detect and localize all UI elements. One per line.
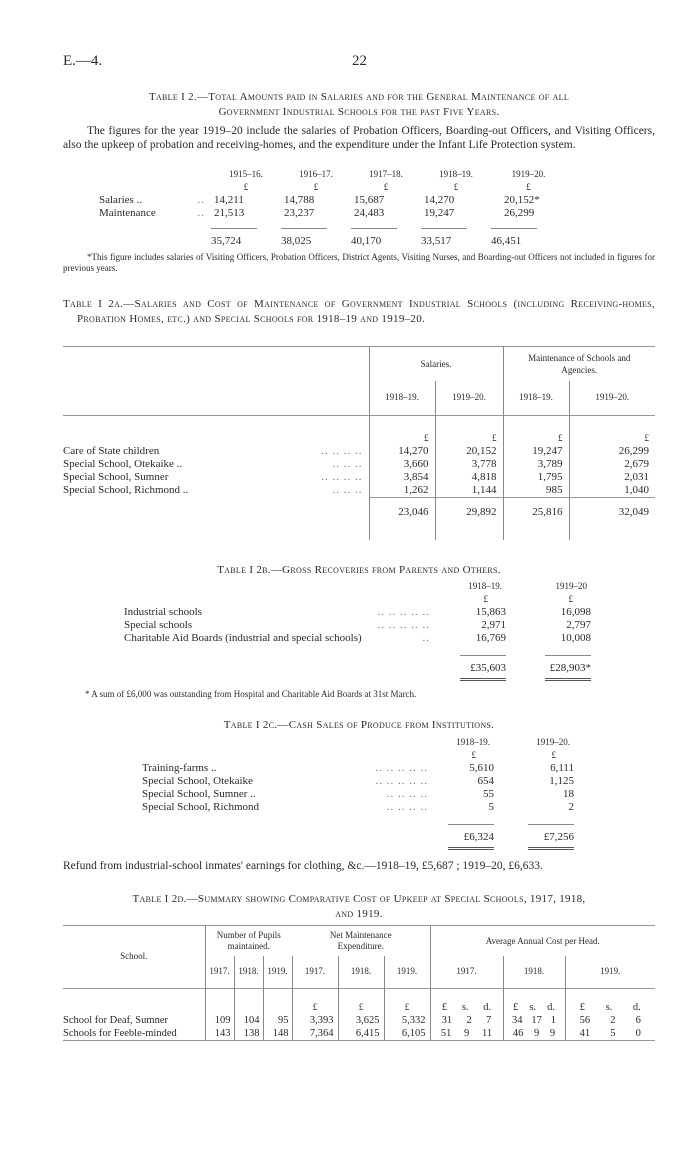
spacer-row (63, 528, 655, 540)
value-cell: 2 (568, 801, 574, 813)
value-cell: 3,854 (369, 471, 435, 484)
row-label-cell (99, 207, 211, 220)
table-12c-section (63, 736, 663, 872)
pupils-year-header: 1918. (234, 956, 263, 988)
row-label-cell (63, 471, 369, 484)
spacer (369, 528, 435, 540)
average-year-header: 1918. (503, 956, 565, 988)
total-value: 46,451 (491, 228, 537, 248)
row-label: Special School, Sumner .. (142, 788, 256, 800)
lsd-value: 11 (482, 1028, 493, 1039)
table-row (63, 1027, 655, 1041)
currency-row (142, 749, 574, 762)
value-cell: 21,513 (214, 207, 245, 219)
row-label: School for Deaf, Sumner (63, 1015, 168, 1026)
row-label: Special School, Otekaike (142, 775, 253, 787)
table-12-title-line2: Government Industrial Schools for the past Five Years. (218, 106, 500, 118)
year-header: 1918–19. (439, 169, 473, 179)
table-12-section (63, 168, 655, 274)
leader-dots: .. .. .. .. .. (377, 619, 430, 631)
table-12a-title: Table I 2a.—Salaries and Cost of Maintenance of Government Industrial Schools (including Receiving-homes, Probation Homes, etc.) and Special Schools for 1918–19 and 1919–20. (63, 298, 655, 325)
year-header: 1917–18. (369, 169, 403, 179)
leader-dots: .. .. .. .. (386, 788, 428, 800)
value-cell: 3,660 (369, 458, 435, 471)
value-cell: 15,863 (475, 606, 506, 618)
currency-symbol: £ (313, 182, 319, 192)
row-label: Special School, Otekaike .. (63, 458, 183, 470)
value-cell: 6,111 (550, 762, 574, 774)
spacer (99, 168, 211, 181)
value-cell: 16,769 (475, 632, 506, 644)
value-cell: 2,031 (569, 471, 655, 484)
currency-symbol: £ (384, 988, 430, 1014)
year-header: 1918–19. (503, 381, 569, 415)
total-cell (434, 814, 494, 850)
table-row (63, 484, 655, 498)
value-cell: 16,098 (560, 606, 591, 618)
table-row (99, 194, 566, 207)
leader-dots: .. .. .. .. .. (377, 606, 430, 618)
value-cell: 2,679 (569, 458, 655, 471)
currency-symbol: £ (568, 594, 573, 604)
row-label: Salaries .. (99, 194, 143, 206)
row-label: Special School, Richmond .. (63, 484, 189, 497)
table-12d-title-line1: Table I 2d.—Summary showing Comparative Cost of Upkeep at Special Schools, 1917, 1918, (132, 893, 586, 905)
lsd-header (430, 988, 503, 1014)
average-cost-value (503, 1014, 565, 1027)
row-label-wrap (124, 619, 436, 632)
spacer (142, 749, 434, 762)
net-year-header: 1919. (384, 956, 430, 988)
average-year-header: 1919. (565, 956, 655, 988)
row-label-wrap (63, 445, 369, 458)
lsd-value: 41 (579, 1028, 591, 1039)
year-header: 1918–19. (468, 581, 502, 591)
value-cell: 4,818 (435, 471, 503, 484)
lsd-value: 31 (441, 1015, 453, 1026)
row-label-cell (124, 632, 436, 645)
lsd-group (504, 1014, 565, 1027)
value-cell: 10,008 (560, 632, 591, 644)
table-row (63, 458, 655, 471)
spacer (99, 181, 211, 194)
total-cell: 32,049 (569, 498, 655, 528)
total-value: 38,025 (281, 228, 327, 248)
lsd-value: 2 (466, 1015, 472, 1026)
table-12a (63, 346, 655, 540)
table-row (142, 775, 574, 788)
table-row (63, 1014, 655, 1027)
table-12d (63, 925, 655, 1041)
currency-symbol: £ (453, 182, 459, 192)
value-cell: 19,247 (424, 207, 455, 219)
lsd-value: 9 (549, 1028, 556, 1039)
spacer (124, 645, 436, 681)
row-label-wrap (63, 484, 369, 497)
net-year-header: 1917. (292, 956, 338, 988)
lsd-group (431, 1027, 503, 1040)
lsd-value: 1 (550, 1015, 557, 1026)
currency-row (99, 181, 566, 194)
maintenance-group-header: Maintenance of Schools and Agencies. (503, 347, 655, 382)
currency-row (124, 593, 591, 606)
currency-symbol: £ (435, 415, 503, 445)
net-expenditure-value: 6,415 (338, 1027, 384, 1041)
table-12a-stub-header (63, 347, 369, 416)
total-value: £28,903* (545, 655, 591, 675)
lsd-value: d. (632, 1002, 641, 1013)
value-cell: 1,795 (503, 471, 569, 484)
lsd-value: 6 (635, 1015, 641, 1026)
total-value: £6,324 (448, 824, 494, 844)
table-row (124, 606, 591, 619)
value-cell: 2,971 (481, 619, 506, 631)
table-12 (99, 168, 566, 248)
lsd-value: £ (579, 1002, 586, 1013)
row-label-cell (63, 458, 369, 471)
value-cell: 20,152 (435, 445, 503, 458)
currency-row (63, 988, 655, 1014)
value-cell: 55 (483, 788, 494, 800)
lsd-header (503, 988, 565, 1014)
row-label-cell (63, 484, 369, 498)
average-cost-group-header: Average Annual Cost per Head. (430, 926, 655, 957)
pupils-year-header: 1917. (205, 956, 234, 988)
value-cell: 654 (477, 775, 494, 787)
currency-symbol: £ (569, 415, 655, 445)
table-12-footnote: *This figure includes salaries of Visiting Officers, Probation Officers, District Agents, Visiting Nurses, and Boarding-out Officers not included in figures for previous years. (63, 252, 655, 273)
row-label-cell (124, 606, 436, 619)
row-label: Schools for Feeble-minded (63, 1028, 177, 1039)
value-cell: 14,211 (214, 194, 244, 206)
leader-dots: .. .. .. (332, 484, 363, 497)
row-label-cell (142, 801, 434, 814)
row-label-cell (142, 788, 434, 801)
table-12c-title: Table I 2c.—Cash Sales of Produce from Institutions. (223, 719, 495, 731)
leader-dots: .. (422, 632, 430, 644)
row-label: Maintenance (99, 207, 156, 219)
table-row (142, 801, 574, 814)
lsd-value: d. (547, 1002, 555, 1013)
lsd-value: 0 (635, 1028, 641, 1039)
spacer (435, 528, 503, 540)
value-cell: 1,144 (435, 484, 503, 498)
pupils-value: 109 (205, 1014, 234, 1027)
average-year-header: 1917. (430, 956, 503, 988)
value-cell: 2,797 (566, 619, 591, 631)
lsd-group (566, 1001, 656, 1014)
table-12d-title (63, 892, 655, 922)
spacer (234, 988, 263, 1014)
table-12b-section (63, 580, 655, 699)
year-header: 1918–19. (456, 737, 490, 747)
double-rule (528, 824, 574, 850)
year-header: 1918–19. (369, 381, 435, 415)
leader-dots: .. .. .. .. .. (375, 775, 428, 787)
year-header: 1919–20. (435, 381, 503, 415)
total-cell (494, 814, 574, 850)
lsd-value: 56 (579, 1015, 591, 1026)
row-label: Special School, Richmond (142, 801, 260, 813)
currency-symbol: £ (383, 182, 389, 192)
row-label-wrap (142, 801, 434, 814)
total-cell (491, 220, 566, 248)
row-label-cell (142, 762, 434, 775)
currency-symbol: £ (526, 182, 531, 192)
leader-dots: .. .. .. .. (321, 471, 363, 483)
currency-symbol: £ (369, 415, 435, 445)
value-cell: 14,270 (369, 445, 435, 458)
spacer (63, 415, 369, 445)
total-value: £35,603 (460, 655, 506, 675)
value-cell: 3,778 (435, 458, 503, 471)
total-cell: 23,046 (369, 498, 435, 528)
spacer (205, 988, 234, 1014)
average-cost-value (565, 1014, 655, 1027)
total-value: £7,256 (528, 824, 574, 844)
table-12-title (63, 90, 655, 120)
currency-symbol: £ (551, 750, 556, 760)
lsd-value: d. (483, 1002, 492, 1013)
value-cell: 18 (563, 788, 574, 800)
value-cell: 26,299 (569, 445, 655, 458)
totals-row (124, 645, 591, 681)
leader-dots: .. .. .. .. .. (375, 762, 428, 774)
pupils-value: 143 (205, 1027, 234, 1041)
lsd-group (504, 1027, 565, 1040)
value-cell: 1,125 (549, 775, 574, 787)
leader-dots: .. (197, 194, 205, 206)
row-label: Training-farms .. (142, 762, 217, 774)
total-cell (506, 645, 591, 681)
value-cell: 26,299 (504, 207, 535, 219)
leader-dots: .. .. .. .. (386, 801, 428, 813)
spacer (99, 220, 211, 248)
value-cell: 23,237 (284, 207, 315, 219)
row-label-wrap (124, 632, 436, 645)
row-label-wrap (142, 788, 434, 801)
row-label: Care of State children (63, 445, 160, 457)
row-label-wrap (142, 762, 434, 775)
total-cell (211, 220, 281, 248)
value-cell: 985 (503, 484, 569, 498)
total-cell (436, 645, 506, 681)
double-rule (460, 655, 506, 681)
row-label-wrap (63, 471, 369, 484)
currency-symbol: £ (338, 988, 384, 1014)
totals-row (63, 498, 655, 528)
pupils-year-header: 1919. (263, 956, 292, 988)
page-number: 22 (352, 53, 367, 69)
currency-symbol: £ (243, 182, 249, 192)
net-expenditure-group-header: Net Maintenance Expenditure. (329, 930, 392, 951)
row-label-wrap (99, 194, 211, 207)
row-label-wrap (63, 458, 369, 471)
lsd-value: s. (529, 1002, 537, 1013)
spacer (569, 528, 655, 540)
net-expenditure-value: 6,105 (384, 1027, 430, 1041)
value-cell: 14,788 (284, 194, 315, 206)
currency-symbol: £ (471, 750, 476, 760)
value-cell: 1,262 (369, 484, 435, 498)
average-cost-value (430, 1027, 503, 1041)
lsd-header (565, 988, 655, 1014)
spacer (63, 528, 369, 540)
spacer (124, 580, 436, 593)
document-reference: E.—4. (63, 53, 103, 69)
year-header-row (142, 736, 574, 749)
lsd-value: s. (605, 1002, 613, 1013)
totals-row (99, 220, 566, 248)
row-label: Special schools (124, 619, 193, 631)
year-header-row (124, 580, 591, 593)
lsd-group (504, 1001, 565, 1014)
total-value: 33,517 (421, 228, 467, 248)
table-row (99, 207, 566, 220)
currency-symbol: £ (503, 415, 569, 445)
lsd-value: 7 (486, 1015, 492, 1026)
net-expenditure-value: 3,625 (338, 1014, 384, 1027)
lsd-value: 5 (610, 1028, 616, 1039)
pupils-value: 148 (263, 1027, 292, 1041)
value-cell: 20,152* (504, 194, 540, 206)
year-header-row (99, 168, 566, 181)
lsd-value: s. (461, 1002, 469, 1013)
lsd-value: 17 (531, 1015, 542, 1026)
currency-row (63, 415, 655, 445)
double-rule (545, 655, 591, 681)
total-cell (351, 220, 421, 248)
table-12-intro: The figures for the year 1919–20 include the salaries of Probation Officers, Boarding-out Officers, and Visiting Officers, also the upkeep of probation and receiving-homes, and the expenditure under the Infant Life Protection system. (63, 125, 655, 151)
lsd-value: 34 (511, 1015, 523, 1026)
table-row (142, 762, 574, 775)
pupils-group-header: Number of Pupils maintained. (205, 926, 292, 957)
net-year-header: 1918. (338, 956, 384, 988)
table-12c (142, 736, 574, 850)
row-label: Charitable Aid Boards (industrial and special schools) (124, 632, 362, 644)
year-header: 1919–20. (511, 169, 546, 179)
year-header: 1916–17. (299, 169, 333, 179)
spacer (124, 593, 436, 606)
spacer (63, 988, 205, 1014)
year-header: 1919–20 (555, 581, 587, 591)
value-cell: 24,483 (354, 207, 385, 219)
total-value: 40,170 (351, 228, 397, 248)
total-cell (281, 220, 351, 248)
row-label-wrap (99, 207, 211, 220)
value-cell: 19,247 (503, 445, 569, 458)
lsd-value: £ (441, 1002, 448, 1013)
currency-symbol: £ (483, 594, 488, 604)
value-cell: 5 (488, 801, 494, 813)
lsd-group (566, 1014, 656, 1027)
spacer (142, 814, 434, 850)
school-column-header: School. (120, 951, 148, 962)
table-row (124, 619, 591, 632)
table-12b-title: Table I 2b.—Gross Recoveries from Parents and Others. (217, 564, 501, 576)
lsd-value: 46 (512, 1028, 524, 1039)
value-cell: 14,270 (424, 194, 455, 206)
value-cell: 5,610 (469, 762, 494, 774)
total-cell: 29,892 (435, 498, 503, 528)
pupils-value: 138 (234, 1027, 263, 1041)
table-12-title-line1: Table I 2.—Total Amounts paid in Salaries and for the General Maintenance of all (148, 91, 570, 103)
leader-dots: .. .. .. .. (321, 445, 363, 457)
lsd-group (566, 1027, 656, 1040)
totals-row (142, 814, 574, 850)
row-label-cell (63, 445, 369, 458)
net-expenditure-value: 5,332 (384, 1014, 430, 1027)
value-cell: 1,040 (569, 484, 655, 498)
pupils-value: 95 (263, 1014, 292, 1027)
pupils-value: 104 (234, 1014, 263, 1027)
table-12d-title-line2: and 1919. (335, 908, 383, 920)
lsd-value: 9 (464, 1028, 470, 1039)
lsd-value: 51 (440, 1028, 452, 1039)
total-value: 35,724 (211, 228, 257, 248)
lsd-value: 9 (533, 1028, 540, 1039)
leader-dots: .. (197, 207, 205, 219)
table-row (142, 788, 574, 801)
salaries-group-header: Salaries. (369, 347, 503, 382)
double-rule (448, 824, 494, 850)
row-label-wrap (124, 606, 436, 619)
year-header: 1919–20. (569, 381, 655, 415)
table-row (63, 445, 655, 458)
table-row (63, 471, 655, 484)
lsd-group (431, 1014, 503, 1027)
refund-note: Refund from industrial-school inmates' earnings for clothing, &c.—1918–19, £5,687 ; 1919–20, £6,633. (63, 860, 543, 872)
total-cell (421, 220, 491, 248)
spacer (263, 988, 292, 1014)
leader-dots: .. .. .. (332, 458, 363, 470)
year-header: 1915–16. (229, 169, 263, 179)
total-cell: 25,816 (503, 498, 569, 528)
row-label: Special School, Sumner (63, 471, 169, 483)
currency-symbol: £ (292, 988, 338, 1014)
spacer (503, 528, 569, 540)
year-header: 1919–20. (536, 737, 570, 747)
row-label-wrap (142, 775, 434, 788)
row-label-cell (124, 619, 436, 632)
lsd-value: £ (513, 1002, 519, 1013)
net-expenditure-value: 3,393 (292, 1014, 338, 1027)
table-12b (124, 580, 591, 681)
lsd-group (431, 1001, 503, 1014)
average-cost-value (565, 1027, 655, 1041)
average-cost-value (430, 1014, 503, 1027)
value-cell: 15,687 (354, 194, 385, 206)
table-row (124, 632, 591, 645)
value-cell: 3,789 (503, 458, 569, 471)
row-label: Industrial schools (124, 606, 202, 618)
spacer (63, 498, 369, 528)
spacer (142, 736, 434, 749)
row-label-cell (142, 775, 434, 788)
net-expenditure-value: 7,364 (292, 1027, 338, 1041)
row-label-cell (99, 194, 211, 207)
table-12b-footnote: * A sum of £6,000 was outstanding from Hospital and Charitable Aid Boards at 31st March. (85, 689, 417, 699)
lsd-value: 2 (610, 1015, 616, 1026)
average-cost-value (503, 1027, 565, 1041)
